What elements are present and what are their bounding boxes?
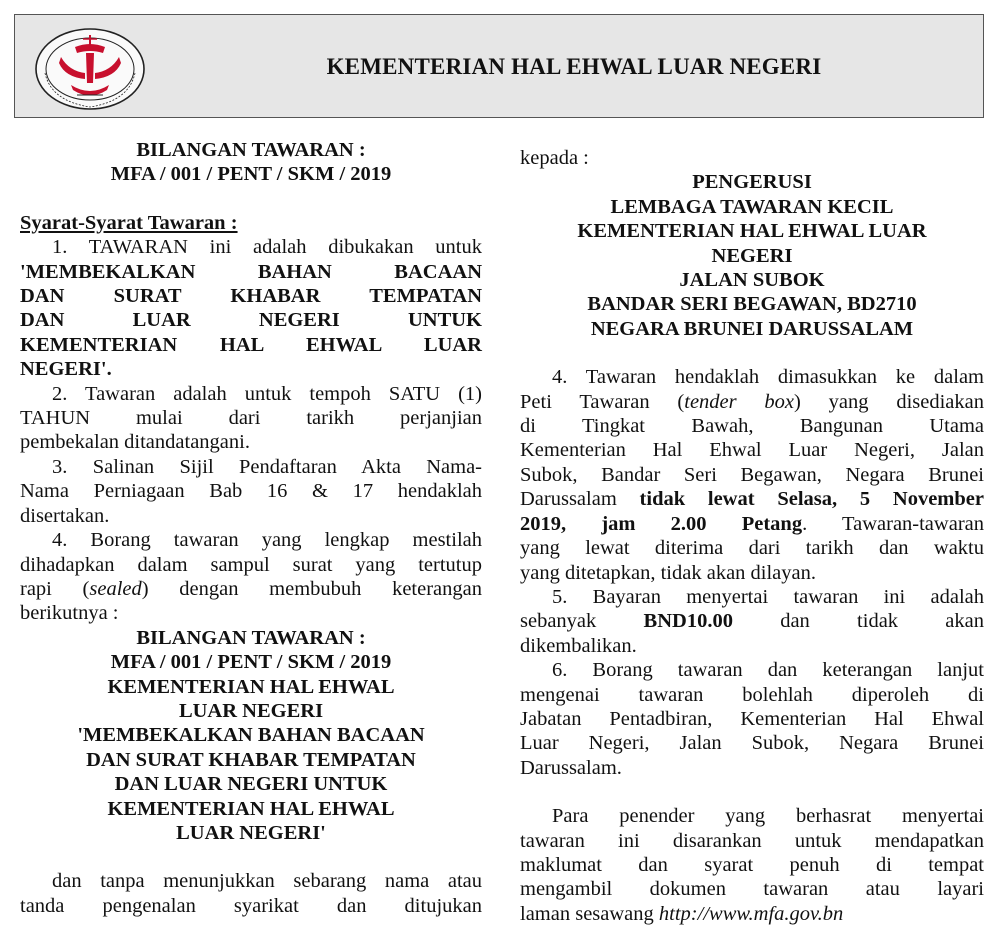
page-header (14, 14, 984, 118)
closing-note: Para penender yang berhasrat menyertai tawaran ini disarankan untuk mendapatkan maklumat dan syarat penuh di tempat mengambil dokumen tawaran atau layari laman sesawang http://www.mfa.gov.bn (520, 805, 984, 925)
term-4: 4. Borang tawaran yang lengkap mestilah dihadapkan dalam sampul surat yang tertutup rapi (sealed) dengan membubuh keterangan berikutnya : (20, 529, 482, 625)
term-4-continuation: dan tanpa menunjukkan sebarang nama atau tanda pengenalan syarikat dan ditujukan (20, 870, 482, 917)
term-6-info: 6. Borang tawaran dan keterangan lanjut mengenai tawaran bolehlah diperoleh di Jabatan Pentadbiran, Kementerian Hal Ehwal Luar Negeri, Jalan Subok, Negara Brunei Darussalam. (520, 659, 984, 779)
ministry-crest-logo (31, 23, 149, 113)
right-column (520, 146, 984, 926)
ministry-title: KEMENTERIAN HAL EHWAL LUAR NEGERI (326, 54, 822, 79)
tender-number-heading: BILANGAN TAWARAN : MFA / 001 / PENT / SKM / 2019 (110, 139, 392, 186)
left-column (20, 138, 482, 918)
term-4-submission: 4. Tawaran hendaklah dimasukkan ke dalam Peti Tawaran (tender box) yang disediakan di Tingkat Bawah, Bangunan Utama Kementerian Hal Ehwal Luar Negeri, Jalan Subok, Bandar Seri Begawan, Negara Brunei Darussalam tidak lewat Selasa, 5 November 2019, jam 2.00 Petang. Tawaran-tawaran yang lewat diterima dari tarikh dan waktu yang ditetapkan, tidak akan dilayan. (520, 366, 984, 584)
deadline-date: tidak lewat Selasa, 5 November (639, 488, 984, 511)
recipient-address: PENGERUSI LEMBAGA TAWARAN KECIL KEMENTERIAN HAL EHWAL LUAR NEGERI JALAN SUBOK BANDAR SERI BEGAWAN, BD2710 NEGARA BRUNEI DARUSSALAM (577, 171, 927, 340)
term-3: 3. Salinan Sijil Pendaftaran Akta Nama- Nama Perniagaan Bab 16 & 17 hendaklah disertakan. (20, 455, 482, 527)
term-2: 2. Tawaran adalah untuk tempoh SATU (1) TAHUN mulai dari tarikh perjanjian pembekalan ditandatangani. (20, 382, 482, 454)
addressed-to-label: kepada : (520, 147, 589, 169)
envelope-label-block: BILANGAN TAWARAN : MFA / 001 / PENT / SKM / 2019 KEMENTERIAN HAL EHWAL LUAR NEGERI 'MEMBEKALKAN BAHAN BACAAN DAN SURAT KHABAR TEMPATAN DAN LUAR NEGERI UNTUK KEMENTERIAN HAL EHWAL LUAR NEGERI' (77, 626, 425, 844)
terms-title: Syarat-Syarat Tawaran : (20, 211, 238, 234)
deadline-time: 2019, jam 2.00 Petang (520, 512, 803, 535)
term-1: 1. TAWARAN ini adalah dibukakan untuk 'MEMBEKALKAN BAHAN BACAAN DAN SURAT KHABAR TEMPATAN DAN LUAR NEGERI UNTUK KEMENTERIAN HAL EHWAL LUAR NEGERI'. (20, 236, 482, 381)
fee-amount: BND10.00 (643, 610, 733, 633)
website-url: http://www.mfa.gov.bn (658, 902, 844, 925)
term-5-fee: 5. Bayaran menyertai tawaran ini adalah sebanyak BND10.00 dan tidak akan dikembalikan. (520, 585, 984, 657)
